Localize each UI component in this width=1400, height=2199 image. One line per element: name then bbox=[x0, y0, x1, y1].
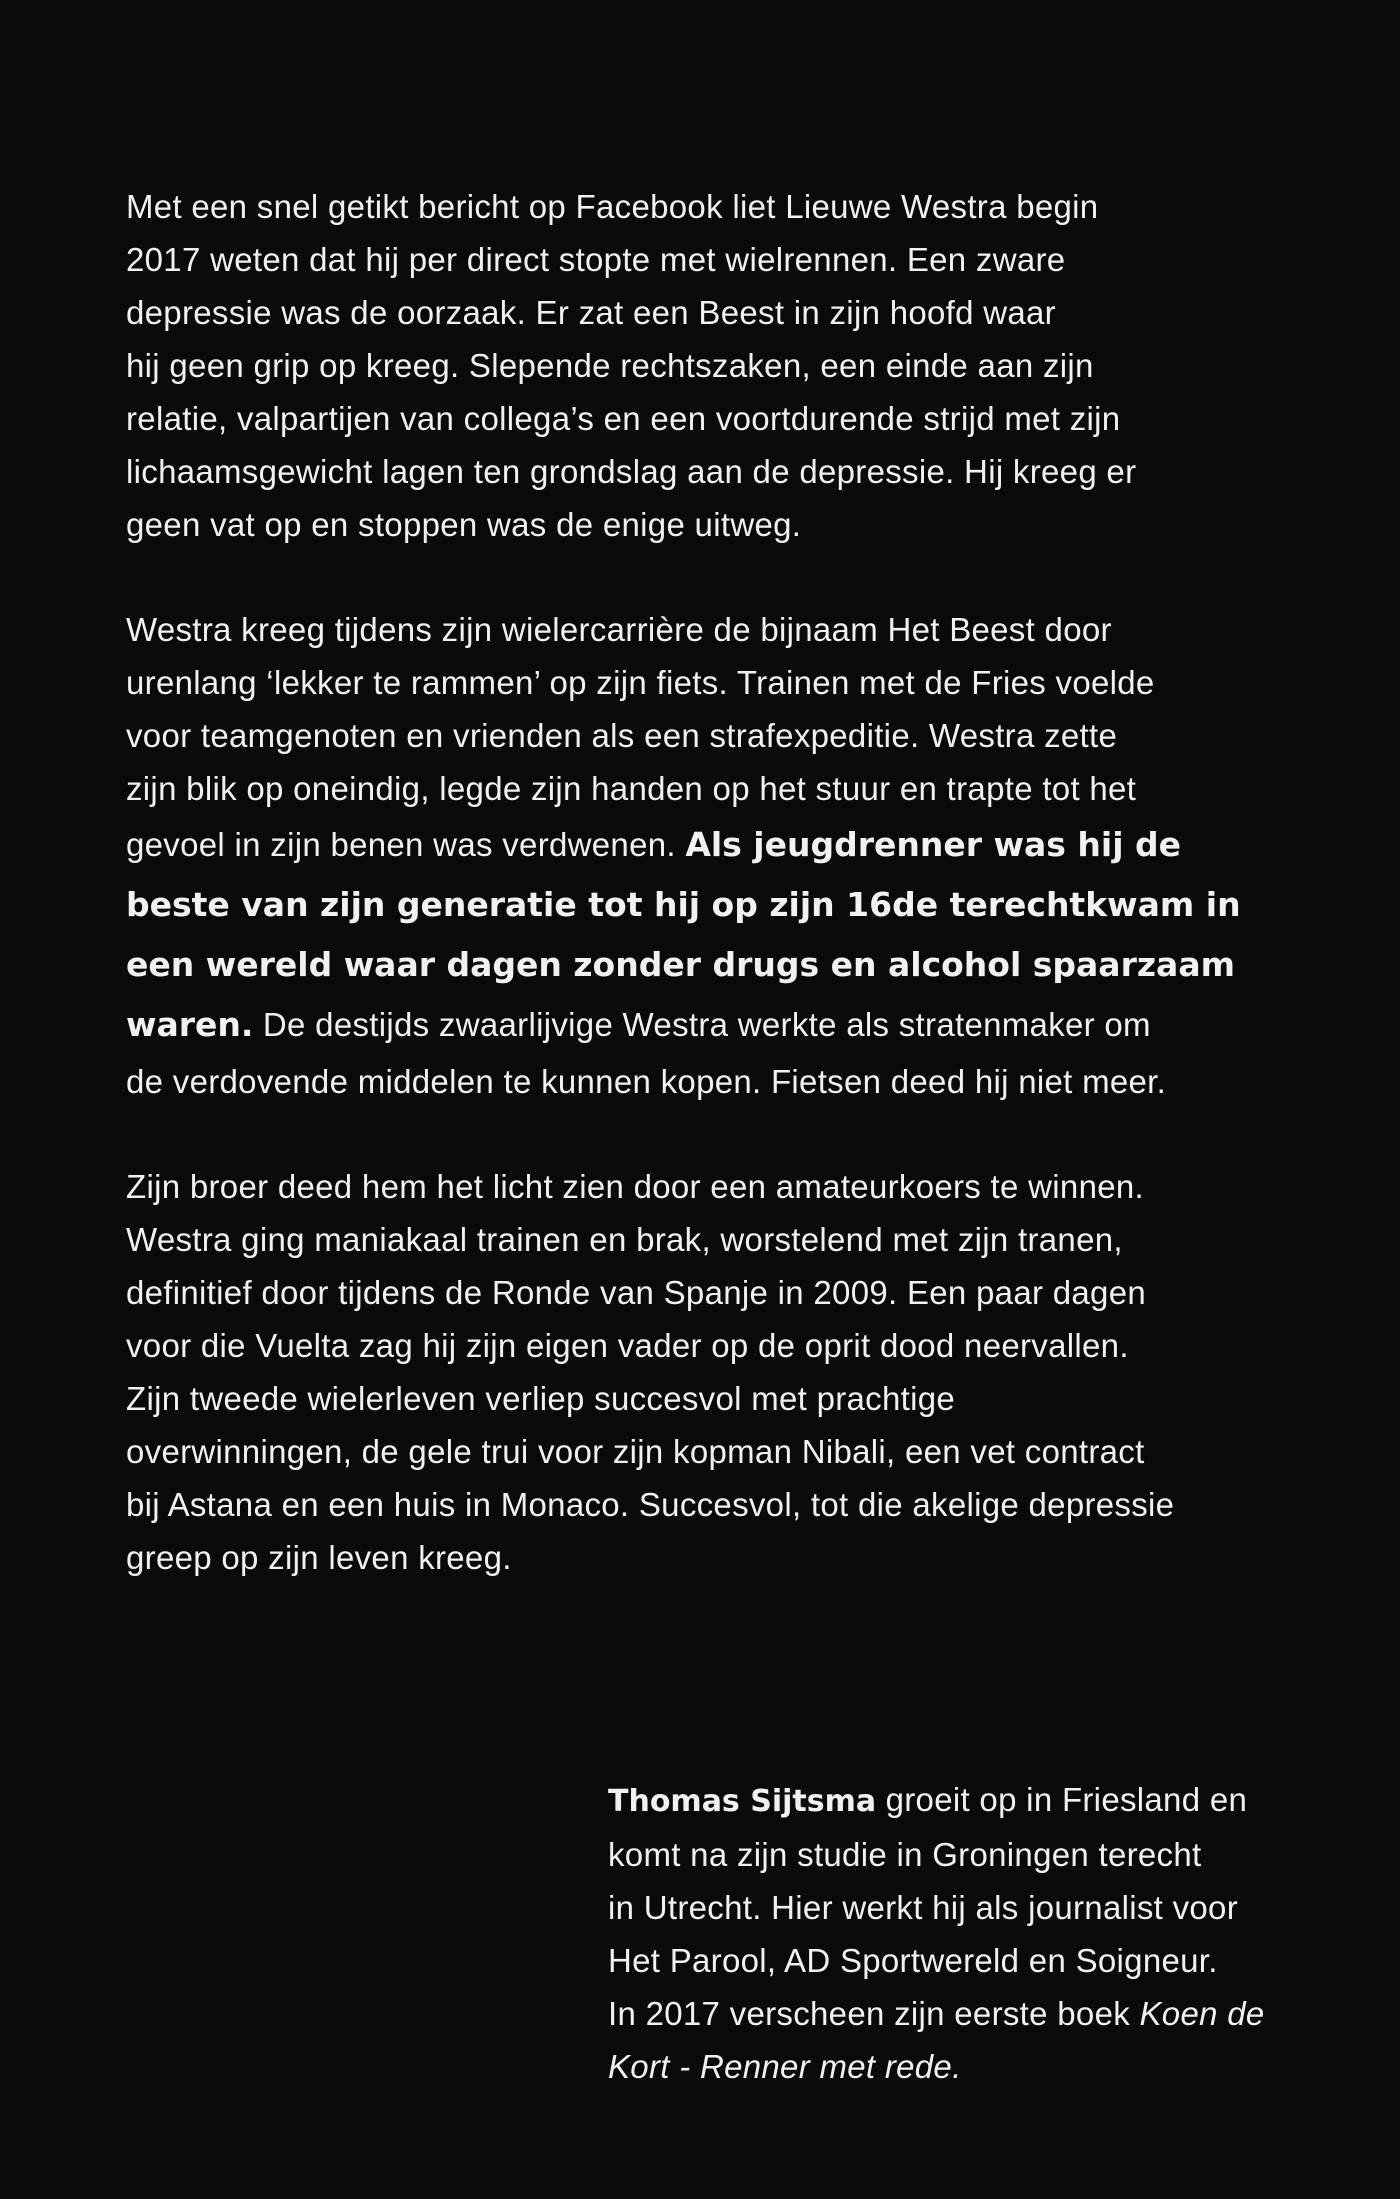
paragraph-1 bbox=[126, 180, 1306, 551]
author-bio bbox=[608, 1773, 1348, 2093]
highlight-line: een wereld waar dagen zonder drugs en alcohol spaarzaam bbox=[126, 945, 1235, 984]
text-line: Westra ging maniakaal trainen en brak, worstelend met zijn tranen, bbox=[126, 1221, 1123, 1258]
highlight-text: waren. bbox=[126, 1005, 254, 1044]
text-line: komt na zijn studie in Groningen terecht bbox=[608, 1836, 1202, 1873]
text-line: Het Parool, AD Sportwereld en Soigneur. bbox=[608, 1942, 1218, 1979]
regular-text: In 2017 verscheen zijn eerste boek bbox=[608, 1995, 1140, 2032]
text-line: geen vat op en stoppen was de enige uitweg. bbox=[126, 506, 802, 543]
text-line: depressie was de oorzaak. Er zat een Beest in zijn hoofd waar bbox=[126, 294, 1056, 331]
text-line: Westra kreeg tijdens zijn wielercarrière de bijnaam Het Beest door bbox=[126, 611, 1112, 648]
text-line: 2017 weten dat hij per direct stopte met wielrennen. Een zware bbox=[126, 241, 1066, 278]
book-title: Kort - Renner met rede. bbox=[608, 2048, 962, 2085]
text-line: Zijn tweede wielerleven verliep succesvol met prachtige bbox=[126, 1380, 956, 1417]
text-line: bij Astana en een huis in Monaco. Succesvol, tot die akelige depressie bbox=[126, 1486, 1175, 1523]
blurb-text bbox=[126, 180, 1306, 1636]
text-line-mixed bbox=[608, 1987, 1348, 2040]
highlight-line: beste van zijn generatie tot hij op zijn 16de terechtkwam in bbox=[126, 885, 1241, 924]
regular-text: groeit op in Friesland en bbox=[876, 1781, 1248, 1818]
text-line: overwinningen, de gele trui voor zijn kopman Nibali, een vet contract bbox=[126, 1433, 1145, 1470]
text-line: voor teamgenoten en vrienden als een strafexpeditie. Westra zette bbox=[126, 717, 1118, 754]
text-line: de verdovende middelen te kunnen kopen. Fietsen deed hij niet meer. bbox=[126, 1063, 1167, 1100]
text-line bbox=[608, 2040, 1348, 2093]
paragraph-3 bbox=[126, 1160, 1306, 1584]
text-line: zijn blik op oneindig, legde zijn handen op het stuur en trapte tot het bbox=[126, 770, 1137, 807]
text-line: relatie, valpartijen van collega’s en een voortdurende strijd met zijn bbox=[126, 400, 1121, 437]
author-name: Thomas Sijtsma bbox=[608, 1784, 877, 1819]
highlight-text: Als jeugdrenner was hij de bbox=[685, 825, 1182, 864]
regular-text: gevoel in zijn benen was verdwenen. bbox=[126, 826, 686, 863]
text-line: greep op zijn leven kreeg. bbox=[126, 1539, 512, 1576]
text-line: definitief door tijdens de Ronde van Spanje in 2009. Een paar dagen bbox=[126, 1274, 1147, 1311]
text-line: lichaamsgewicht lagen ten grondslag aan de depressie. Hij kreeg er bbox=[126, 453, 1137, 490]
text-line: in Utrecht. Hier werkt hij als journalist voor bbox=[608, 1889, 1239, 1926]
book-title: Koen de bbox=[1139, 1995, 1265, 2032]
text-line: voor die Vuelta zag hij zijn eigen vader op de oprit dood neervallen. bbox=[126, 1327, 1129, 1364]
regular-text: De destijds zwaarlijvige Westra werkte als stratenmaker om bbox=[253, 1006, 1151, 1043]
text-line: hij geen grip op kreeg. Slepende rechtszaken, een einde aan zijn bbox=[126, 347, 1094, 384]
text-line-mixed bbox=[608, 1773, 1348, 1828]
text-line: urenlang ‘lekker te rammen’ op zijn fiets. Trainen met de Fries voelde bbox=[126, 664, 1155, 701]
text-line: Met een snel getikt bericht op Facebook liet Lieuwe Westra begin bbox=[126, 188, 1099, 225]
paragraph-2 bbox=[126, 603, 1306, 1108]
text-line: Zijn broer deed hem het licht zien door een amateurkoers te winnen. bbox=[126, 1168, 1144, 1205]
text-line-mixed bbox=[126, 995, 1306, 1055]
text-line-mixed bbox=[126, 815, 1306, 875]
